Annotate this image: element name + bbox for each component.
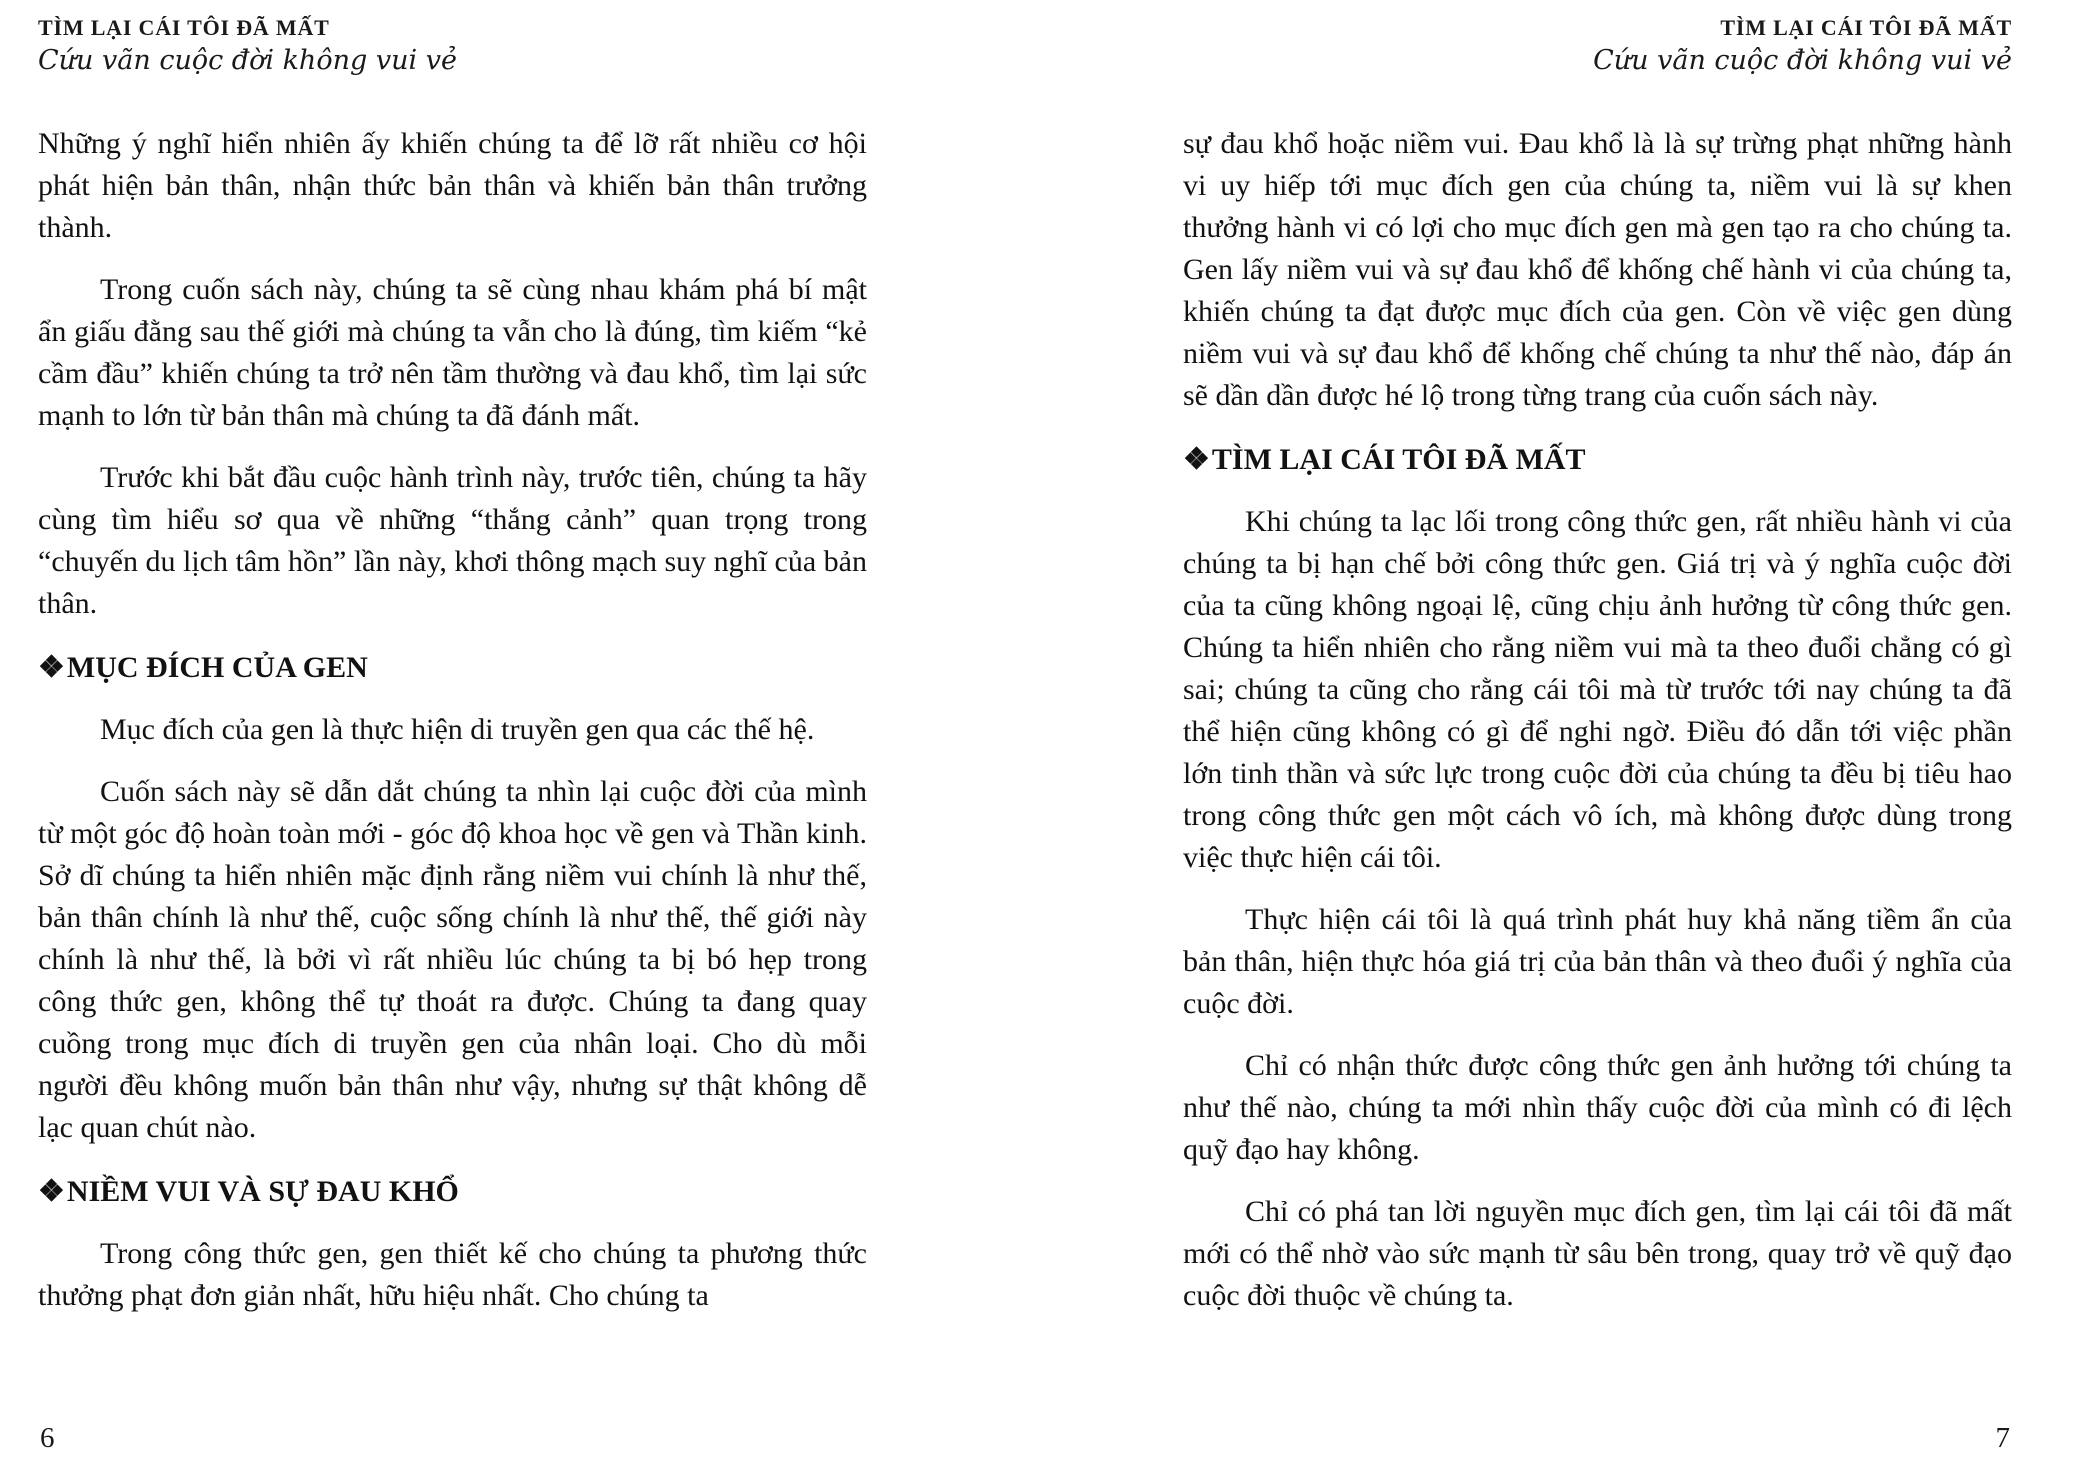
body-paragraph: Trước khi bắt đầu cuộc hành trình này, trước tiên, chúng ta hãy cùng tìm hiểu sơ qua về những “thắng cảnh” quan trọng trong “chuyến du lịch tâm hồn” lần này, khơi thông mạch suy nghĩ của bản thân.: [38, 461, 867, 621]
right-page-header: [1183, 14, 2012, 77]
florette-icon: ❖: [1183, 443, 1210, 477]
body-paragraph: Khi chúng ta lạc lối trong công thức gen, rất nhiều hành vi của chúng ta bị hạn chế bởi công thức gen. Giá trị và ý nghĩa cuộc đời của ta cũng không ngoại lệ, cũng chịu ảnh hưởng từ công thức gen. Chúng ta hiển nhiên cho rằng niềm vui mà ta theo đuổi chẳng có gì sai; chúng ta cũng cho rằng cái tôi mà từ trước tới nay chúng ta đã thể hiện cũng không có gì để nghi ngờ. Điều đó dẫn tới việc phần lớn tinh thần và sức lực trong cuộc đời của chúng ta đều bị tiêu hao trong công thức gen một cách vô ích, mà không được dùng trong việc thực hiện cái tôi.: [1183, 505, 2012, 875]
section-heading: [38, 1171, 867, 1213]
left-page-body: [38, 123, 867, 1317]
running-title: TÌM LẠI CÁI TÔI ĐÃ MẤT: [1720, 15, 2012, 40]
florette-icon: ❖: [38, 1175, 65, 1209]
section-heading-label: MỤC ĐÍCH CỦA GEN: [66, 651, 368, 685]
page-number: 7: [1995, 1422, 2010, 1454]
left-page-header: [38, 14, 867, 77]
body-paragraph: Chỉ có nhận thức được công thức gen ảnh hưởng tới chúng ta như thế nào, chúng ta mới nhìn thấy cuộc đời của mình có đi lệch quỹ đạo hay không.: [1183, 1049, 2012, 1167]
running-subtitle: Cứu vãn cuộc đời không vui vẻ: [1593, 44, 2012, 76]
body-paragraph: Cuốn sách này sẽ dẫn dắt chúng ta nhìn lại cuộc đời của mình từ một góc độ hoàn toàn mới - góc độ khoa học về gen và Thần kinh. Sở dĩ chúng ta hiển nhiên mặc định rằng niềm vui chính là như thế, bản thân chính là như thế, cuộc sống chính là như thế, thế giới này chính là như thế, là bởi vì rất nhiều lúc chúng ta bị bó hẹp trong công thức gen, không thể tự thoát ra được. Chúng ta đang quay cuồng trong mục đích di truyền gen của nhân loại. Cho dù mỗi người đều không muốn bản thân như vậy, nhưng sự thật không dễ lạc quan chút nào.: [38, 775, 867, 1145]
body-paragraph: Mục đích của gen là thực hiện di truyền gen qua các thế hệ.: [100, 713, 815, 747]
section-heading-label: TÌM LẠI CÁI TÔI ĐÃ MẤT: [1211, 443, 1586, 477]
section-heading: [38, 647, 867, 689]
right-page: [1037, 0, 2074, 1467]
section-heading: [1183, 439, 2012, 481]
page-number: 6: [40, 1422, 55, 1454]
section-heading-label: NIỀM VUI VÀ SỰ ĐAU KHỔ: [66, 1175, 459, 1209]
body-paragraph: Những ý nghĩ hiển nhiên ấy khiến chúng ta để lỡ rất nhiều cơ hội phát hiện bản thân, nhận thức bản thân và khiến bản thân trưởng thành.: [38, 127, 867, 245]
right-page-body: [1183, 123, 2012, 1317]
body-paragraph: Chỉ có phá tan lời nguyền mục đích gen, tìm lại cái tôi đã mất mới có thể nhờ vào sức mạnh từ sâu bên trong, quay trở về quỹ đạo cuộc đời thuộc về chúng ta.: [1183, 1195, 2012, 1313]
body-paragraph: Trong công thức gen, gen thiết kế cho chúng ta phương thức thưởng phạt đơn giản nhất, hữu hiệu nhất. Cho chúng ta: [38, 1237, 867, 1313]
running-title: TÌM LẠI CÁI TÔI ĐÃ MẤT: [38, 15, 330, 40]
running-subtitle: Cứu vãn cuộc đời không vui vẻ: [38, 44, 457, 76]
body-paragraph: sự đau khổ hoặc niềm vui. Đau khổ là là sự trừng phạt những hành vi uy hiếp tới mục đích gen của chúng ta, niềm vui là sự khen thưởng hành vi có lợi cho mục đích gen mà gen tạo ra cho chúng ta. Gen lấy niềm vui và sự đau khổ để khống chế hành vi của chúng ta, khiến chúng ta đạt được mục đích của gen. Còn về việc gen dùng niềm vui và sự đau khổ để khống chế chúng ta như thế nào, đáp án sẽ dần dần được hé lộ trong từng trang của cuốn sách này.: [1183, 127, 2012, 413]
body-paragraph: Thực hiện cái tôi là quá trình phát huy khả năng tiềm ẩn của bản thân, hiện thực hóa giá trị của bản thân và theo đuổi ý nghĩa của cuộc đời.: [1183, 903, 2012, 1021]
body-paragraph: Trong cuốn sách này, chúng ta sẽ cùng nhau khám phá bí mật ẩn giấu đằng sau thế giới mà chúng ta vẫn cho là đúng, tìm kiếm “kẻ cầm đầu” khiến chúng ta trở nên tầm thường và đau khổ, tìm lại sức mạnh to lớn từ bản thân mà chúng ta đã đánh mất.: [38, 273, 867, 433]
florette-icon: ❖: [38, 651, 65, 685]
